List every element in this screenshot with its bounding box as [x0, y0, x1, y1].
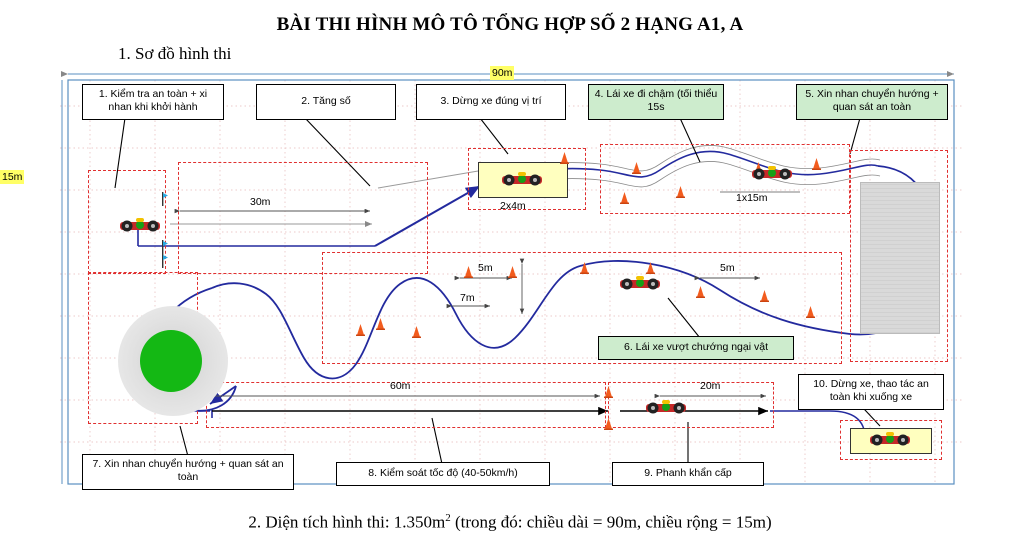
motorbike-icon: [618, 274, 662, 294]
cone-icon: [464, 266, 473, 278]
dim-30m: 30m: [250, 196, 271, 208]
step-label-10[interactable]: 10. Dừng xe, thao tác an toàn khi xuống xe: [798, 374, 944, 410]
building-shape: [860, 182, 940, 334]
cone-icon: [580, 262, 589, 274]
footer-prefix: 2. Diện tích hình thi: 1.350m: [248, 512, 446, 532]
cone-icon: [412, 326, 421, 338]
flag-icon: [158, 192, 168, 206]
step-label-4[interactable]: 4. Lái xe đi chậm (tối thiểu 15s: [588, 84, 724, 120]
cone-icon: [696, 286, 705, 298]
cone-icon: [508, 266, 517, 278]
motorbike-icon: [644, 398, 688, 418]
page-title: BÀI THI HÌNH MÔ TÔ TỔNG HỢP SỐ 2 HẠNG A1, A: [276, 14, 744, 35]
cone-icon: [356, 324, 365, 336]
cone-icon: [676, 186, 685, 198]
dim-5m-a: 5m: [478, 262, 493, 274]
cone-icon: [632, 162, 641, 174]
dim-7m: 7m: [460, 292, 475, 304]
cone-icon: [620, 192, 629, 204]
dim-2x4m: 2x4m: [500, 200, 526, 212]
cone-icon: [604, 386, 613, 398]
cone-icon: [806, 306, 815, 318]
zone-slow-drive: [600, 144, 850, 214]
dim-1x15m: 1x15m: [736, 192, 768, 204]
step-label-6[interactable]: 6. Lái xe vượt chướng ngại vật: [598, 336, 794, 360]
section-subtitle: 1. Sơ đồ hình thi: [118, 44, 232, 63]
motorbike-icon: [118, 216, 162, 236]
roundabout-island: [140, 330, 202, 392]
step-label-5[interactable]: 5. Xin nhan chuyển hướng + quan sát an toàn: [796, 84, 948, 120]
motorbike-icon: [868, 430, 912, 450]
cone-icon: [812, 158, 821, 170]
step-label-9[interactable]: 9. Phanh khẩn cấp: [612, 462, 764, 486]
footer-suffix: (trong đó: chiều dài = 90m, chiều rộng = 15m): [450, 512, 772, 532]
step-label-8[interactable]: 8. Kiểm soát tốc độ (40-50km/h): [336, 462, 550, 486]
cone-icon: [604, 418, 613, 430]
footer-superscript: 2: [445, 512, 451, 524]
step-label-1[interactable]: 1. Kiểm tra an toàn + xi nhan khi khởi hành: [82, 84, 224, 120]
dim-15m: 15m: [2, 171, 23, 183]
cone-icon: [760, 290, 769, 302]
step-label-2[interactable]: 2. Tăng số: [256, 84, 396, 120]
cone-icon: [376, 318, 385, 330]
motorbike-icon: [750, 164, 794, 184]
step-label-7[interactable]: 7. Xin nhan chuyển hướng + quan sát an toàn: [82, 454, 294, 490]
motorbike-icon: [500, 170, 544, 190]
cone-icon: [646, 262, 655, 274]
diagram-canvas: [2, 66, 962, 498]
cone-icon: [560, 152, 569, 164]
zone-emergency-brake: [608, 382, 774, 428]
page-footer: [0, 512, 1020, 533]
dim-20m: 20m: [700, 380, 721, 392]
dim-60m: 60m: [390, 380, 411, 392]
dim-5m-b: 5m: [720, 262, 735, 274]
flag-icon: [158, 254, 168, 268]
step-label-3[interactable]: 3. Dừng xe đúng vị trí: [416, 84, 566, 120]
dim-90m: 90m: [492, 67, 513, 79]
flag-icon: [158, 240, 168, 254]
